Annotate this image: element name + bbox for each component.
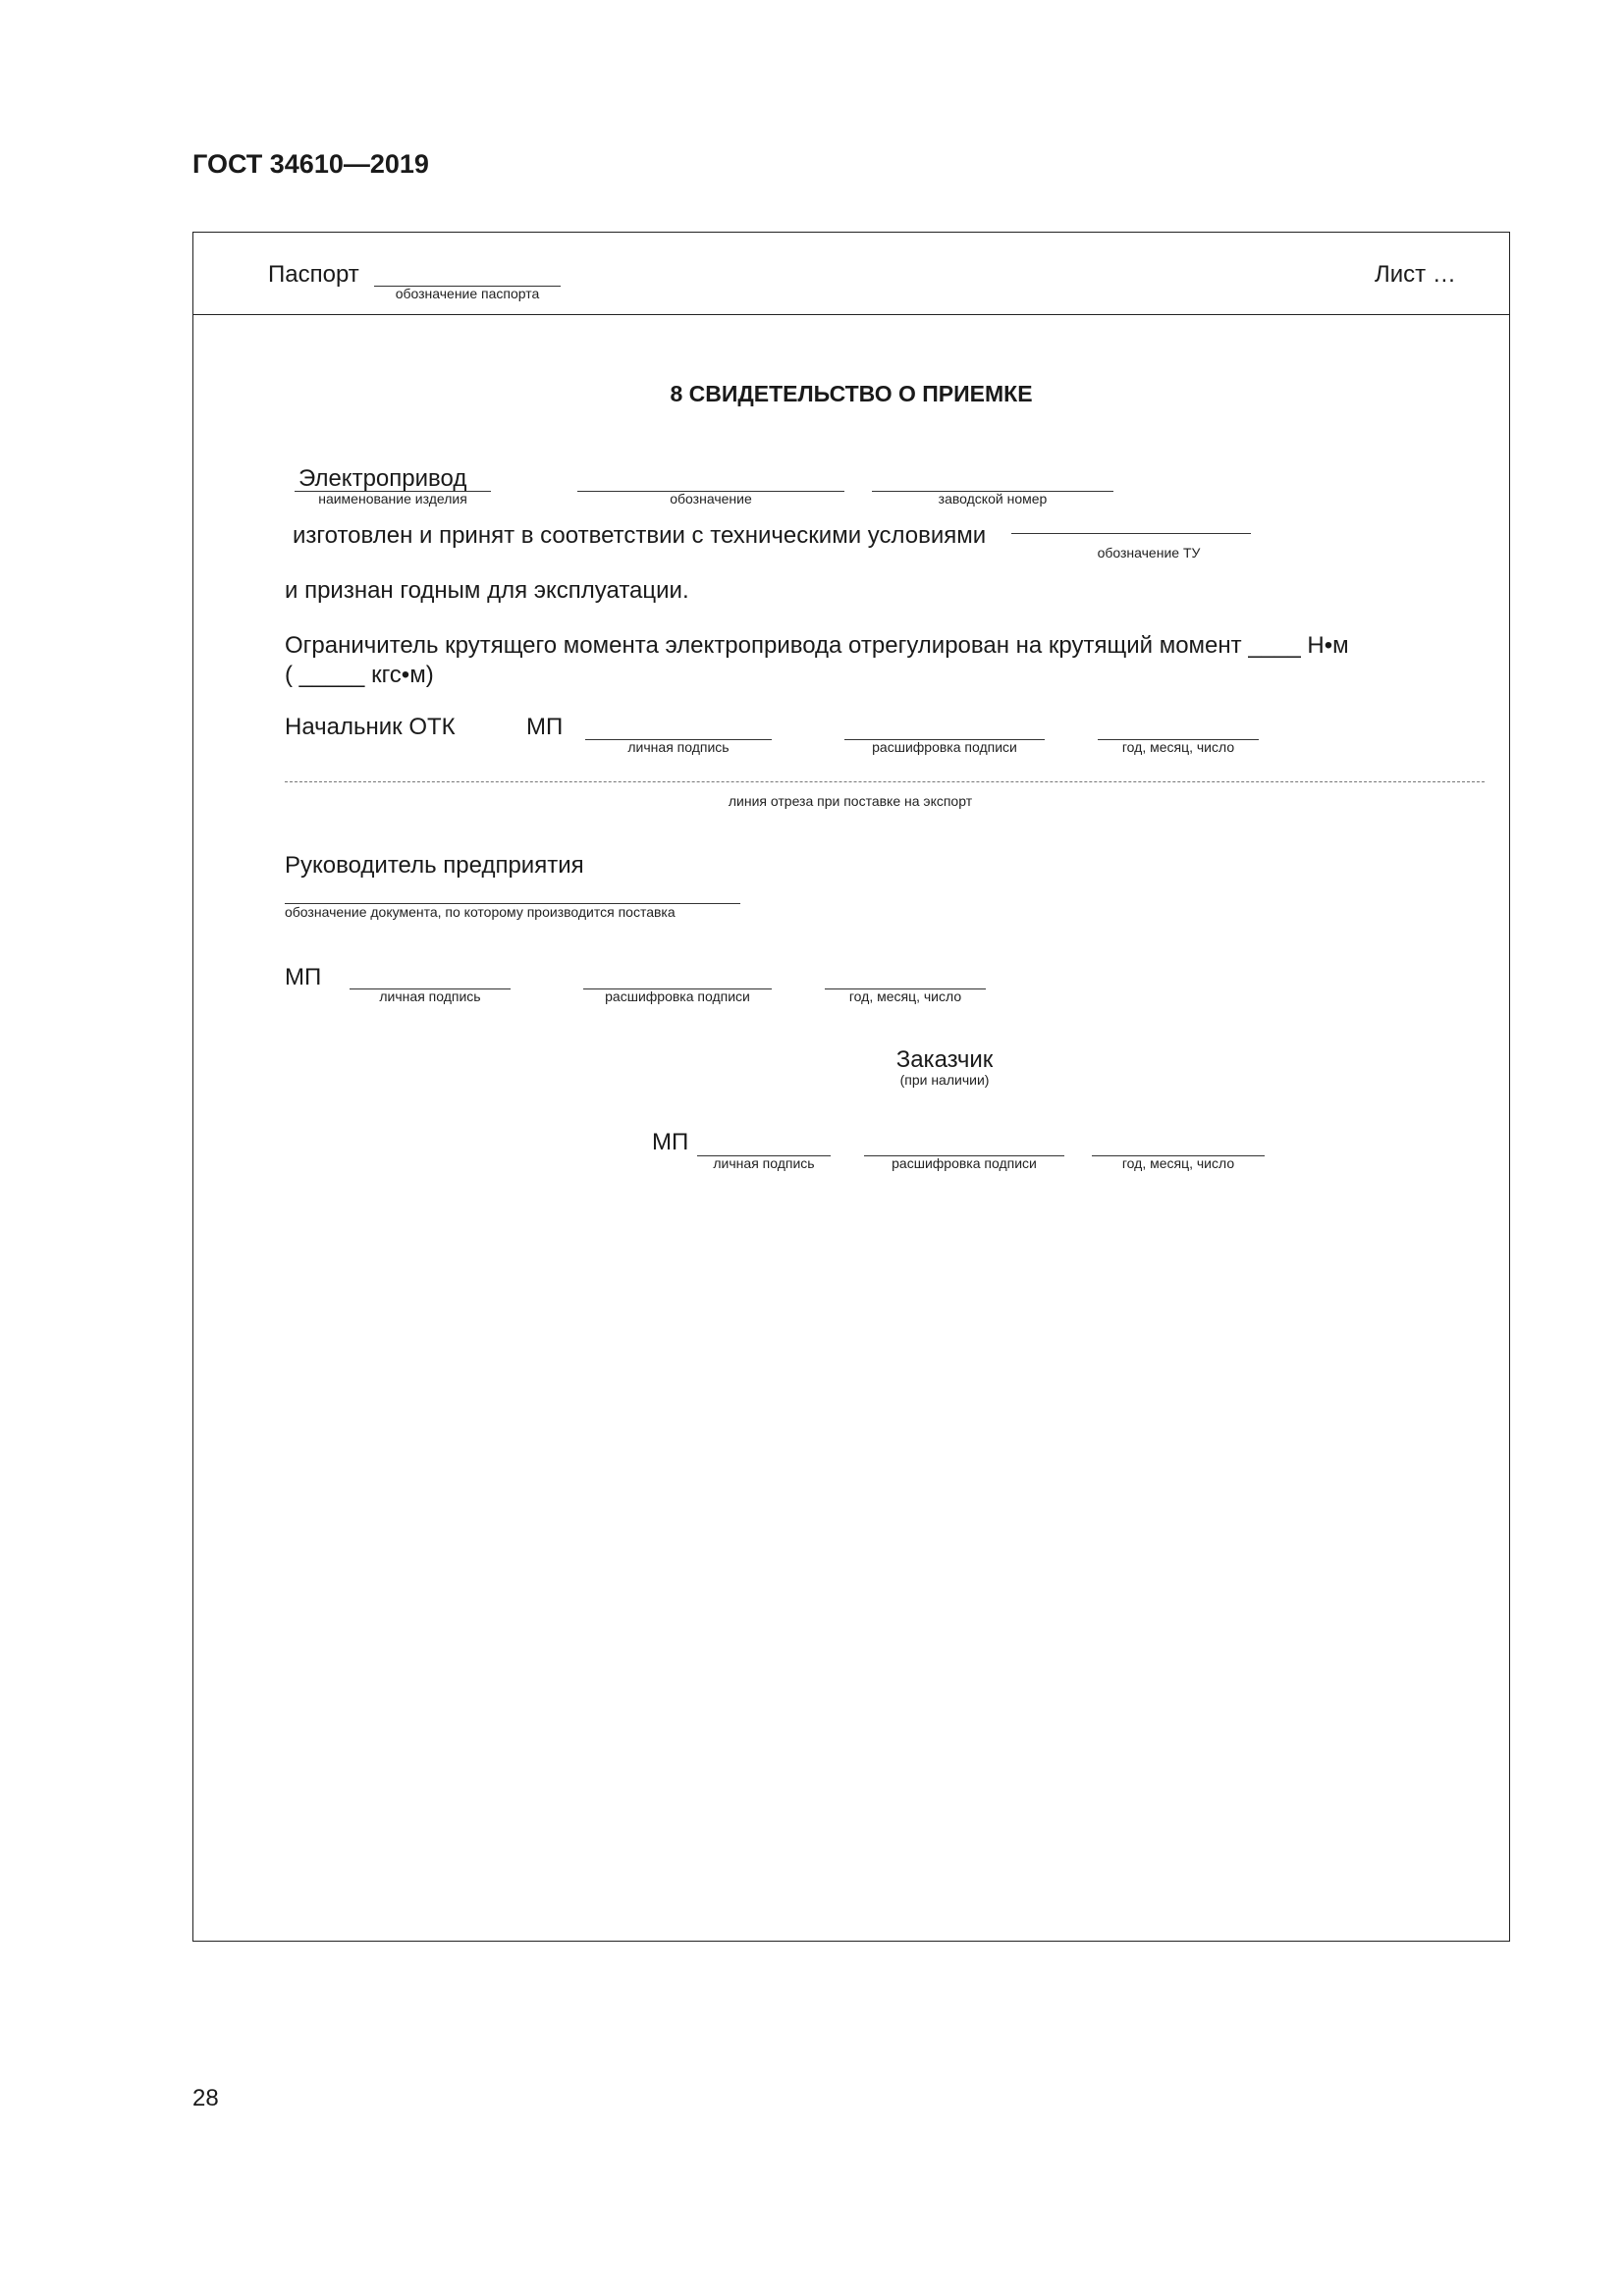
director-date-caption: год, месяц, число	[848, 988, 962, 1004]
passport-designation-caption: обозначение паспорта	[395, 286, 540, 301]
customer-note: (при наличии)	[899, 1072, 990, 1088]
product-name-value: Электропривод	[298, 465, 467, 492]
director-label: Руководитель предприятия	[285, 852, 584, 879]
product-name-caption: наименование изделия	[318, 491, 467, 507]
otk-decode-caption: расшифровка подписи	[872, 739, 1017, 755]
manufactured-text: изготовлен и принят в соответствии с техническими условиями	[293, 522, 987, 549]
otk-head-label: Начальник ОТК	[285, 714, 456, 740]
director-signature-caption: личная подпись	[379, 988, 481, 1004]
tu-designation-line[interactable]	[1011, 533, 1251, 534]
customer-decode-caption: расшифровка подписи	[892, 1155, 1037, 1171]
customer-stamp-label: МП	[652, 1129, 689, 1155]
export-cut-line-caption: линия отреза при поставке на экспорт	[728, 793, 973, 809]
customer-signature-caption: личная подпись	[713, 1155, 815, 1171]
export-cut-line	[285, 781, 1485, 782]
director-decode-caption: расшифровка подписи	[605, 988, 750, 1004]
otk-date-caption: год, месяц, число	[1121, 739, 1235, 755]
document-header: ГОСТ 34610—2019	[192, 149, 429, 179]
page-number: 28	[192, 2085, 219, 2111]
tu-designation-caption: обозначение ТУ	[1097, 545, 1201, 561]
product-designation-caption: обозначение	[670, 491, 752, 507]
fit-for-operation-text: и признан годным для эксплуатации.	[285, 577, 689, 604]
otk-stamp-label: МП	[526, 714, 564, 740]
customer-label: Заказчик	[895, 1046, 994, 1073]
director-stamp-label: МП	[285, 964, 322, 990]
supply-document-caption: обозначение документа, по которому производится поставка	[285, 904, 676, 920]
sheet-label: Лист …	[1375, 261, 1456, 288]
torque-text-line1: Ограничитель крутящего момента электропривода отрегулирован на крутящий момент ____ Н•м	[285, 632, 1349, 659]
otk-signature-caption: личная подпись	[627, 739, 730, 755]
torque-text-line2: ( _____ кгс•м)	[285, 662, 434, 688]
customer-date-caption: год, месяц, число	[1121, 1155, 1235, 1171]
serial-number-caption: заводской номер	[938, 491, 1048, 507]
passport-label: Паспорт	[268, 261, 359, 288]
frame-header-divider	[192, 314, 1510, 315]
section-title: 8 СВИДЕТЕЛЬСТВО О ПРИЕМКЕ	[670, 381, 1033, 406]
